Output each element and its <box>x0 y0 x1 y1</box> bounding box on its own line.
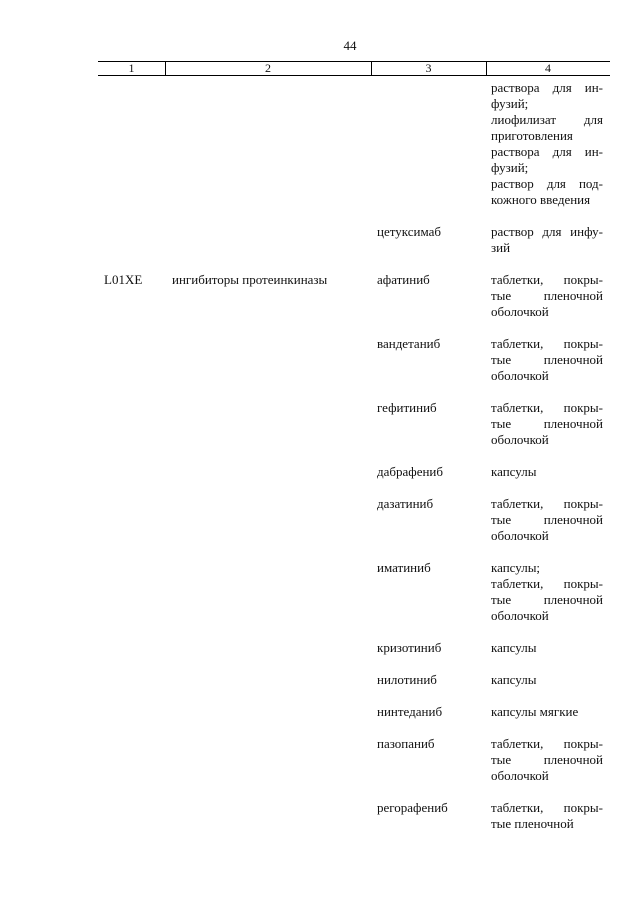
dosage-form-line: кожного введения <box>491 192 591 207</box>
drug-name: цетуксимаб <box>377 224 441 239</box>
dosage-form-line: оболочкой <box>491 432 549 447</box>
drug-name: дабрафениб <box>377 464 443 479</box>
drug-name: иматиниб <box>377 560 431 575</box>
dosage-forms <box>491 224 603 256</box>
drug-name: афатиниб <box>377 272 430 287</box>
dosage-form-line: оболочкой <box>491 368 549 383</box>
dosage-form-line: таблетки, покры- <box>491 272 603 287</box>
dosage-form-line: таблетки, покры- <box>491 736 603 751</box>
dosage-form-line: оболочкой <box>491 768 549 783</box>
dosage-forms <box>491 496 603 544</box>
dosage-form-line: таблетки, покры- <box>491 576 603 591</box>
dosage-form-line: таблетки, покры- <box>491 336 603 351</box>
dosage-form-line: тые пленочной <box>491 352 603 367</box>
dosage-forms <box>491 80 603 208</box>
dosage-forms <box>491 800 603 832</box>
dosage-form-line: капсулы <box>491 640 537 655</box>
dosage-form-line: таблетки, покры- <box>491 496 603 511</box>
drug-name: гефитиниб <box>377 400 437 415</box>
drug-name: дазатиниб <box>377 496 434 511</box>
drug-name: вандетаниб <box>377 336 441 351</box>
dosage-form-line: капсулы; <box>491 560 541 575</box>
dosage-form-line: тые пленочной <box>491 512 603 527</box>
page-number: 44 <box>343 38 357 53</box>
atc-code: L01XE <box>104 272 143 287</box>
dosage-form-line: оболочкой <box>491 528 549 543</box>
dosage-form-line: раствор для под- <box>491 176 603 191</box>
drug-name: нинтеданиб <box>377 704 443 719</box>
dosage-form-line: раствор для инфу- <box>491 224 603 239</box>
dosage-form-line: тые пленочной <box>491 288 603 303</box>
drug-name: кризотиниб <box>377 640 442 655</box>
dosage-form-line: таблетки, покры- <box>491 800 603 815</box>
dosage-form-line: раствора для ин- <box>491 80 603 95</box>
dosage-form-line: таблетки, покры- <box>491 400 603 415</box>
dosage-form-line: фузий; <box>491 96 529 111</box>
dosage-forms <box>491 336 603 384</box>
dosage-form-line: тые пленочной <box>491 592 603 607</box>
header-col-4: 4 <box>545 61 551 75</box>
header-col-3: 3 <box>425 61 432 75</box>
dosage-form-line: фузий; <box>491 160 529 175</box>
dosage-form-line: тые пленочной <box>491 752 603 767</box>
dosage-forms <box>491 672 603 688</box>
drug-name: нилотиниб <box>377 672 437 687</box>
dosage-form-line: капсулы <box>491 464 537 479</box>
dosage-form-line: лиофилизат для <box>491 112 603 127</box>
dosage-forms <box>491 704 603 720</box>
dosage-forms <box>491 640 603 656</box>
pharmacological-group: ингибиторы протеинкиназы <box>172 272 328 287</box>
table-header <box>98 61 610 76</box>
dosage-form-line: оболочкой <box>491 304 549 319</box>
header-col-2: 2 <box>265 61 271 75</box>
header-col-1: 1 <box>128 61 135 75</box>
dosage-form-line: капсулы <box>491 672 537 687</box>
drug-name: пазопаниб <box>377 736 435 751</box>
dosage-form-line: тые пленочной <box>491 816 574 831</box>
dosage-form-line: капсулы мягкие <box>491 704 579 719</box>
dosage-forms <box>491 736 603 784</box>
drug-name: регорафениб <box>377 800 448 815</box>
dosage-forms <box>491 560 603 624</box>
dosage-form-line: оболочкой <box>491 608 549 623</box>
dosage-forms <box>491 464 603 480</box>
dosage-form-line: тые пленочной <box>491 416 603 431</box>
dosage-form-line: раствора для ин- <box>491 144 603 159</box>
dosage-form-line: приготовления <box>491 128 573 143</box>
dosage-forms <box>491 400 603 448</box>
dosage-forms <box>491 272 603 320</box>
dosage-form-line: зий <box>491 240 511 255</box>
